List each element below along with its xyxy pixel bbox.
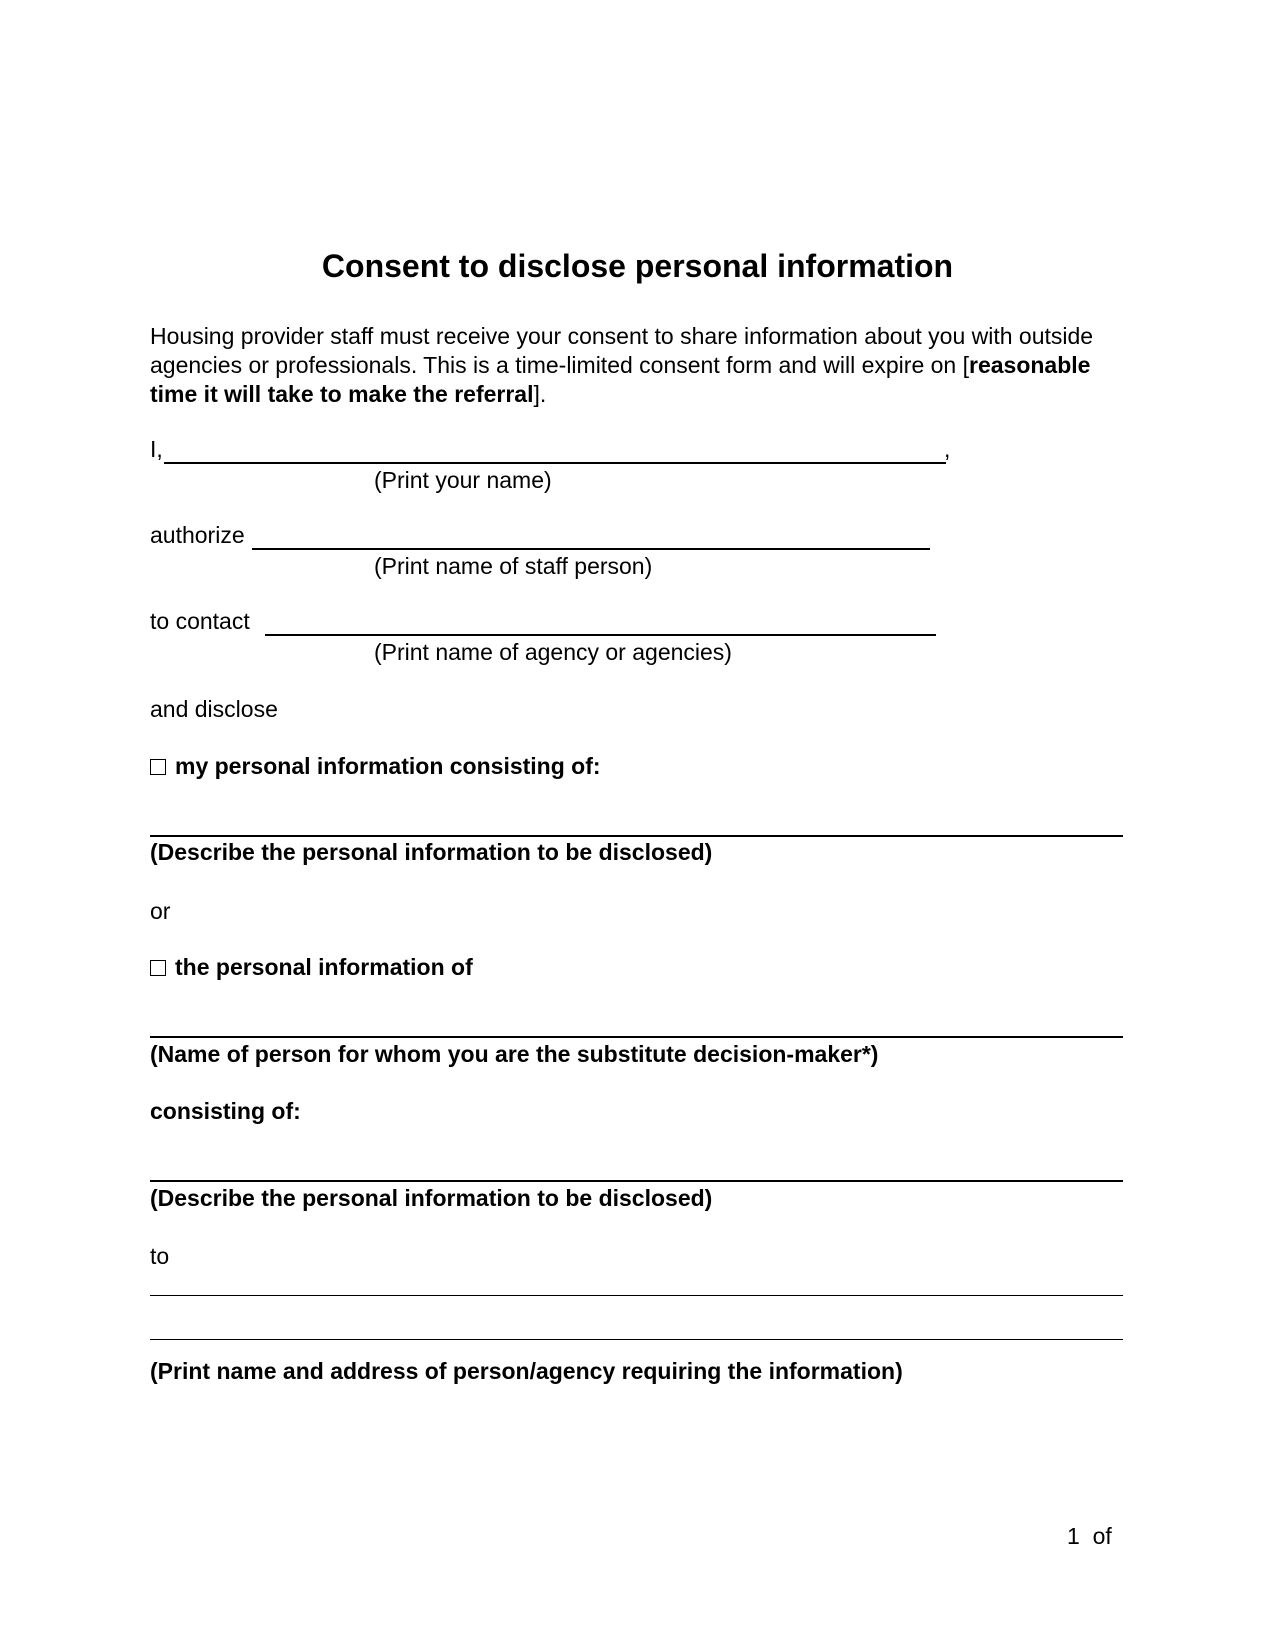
- to-contact-label: to contact: [150, 608, 250, 634]
- recipient-hint: (Print name and address of person/agency requiring the information): [150, 1358, 903, 1384]
- document-title: Consent to disclose personal information: [321, 248, 954, 284]
- consisting-of-label: consisting of:: [150, 1098, 301, 1124]
- print-name-hint: (Print your name): [374, 467, 552, 493]
- other-info-description-line[interactable]: [150, 1180, 1123, 1182]
- other-person-checkbox[interactable]: [150, 960, 166, 976]
- page-number-value: 1: [1067, 1523, 1080, 1549]
- agency-name-hint: (Print name of agency or agencies): [374, 639, 732, 665]
- page-number: [1067, 1522, 1112, 1550]
- staff-name-hint: (Print name of staff person): [374, 553, 653, 579]
- own-info-label: my personal information consisting of:: [175, 753, 601, 779]
- substitute-person-hint: (Name of person for whom you are the substitute decision-maker*): [150, 1041, 879, 1067]
- authorize-label: authorize: [150, 522, 245, 548]
- intro-bold-text: reasonable time it will take to make the referral: [150, 352, 1091, 407]
- option-own-info: [150, 752, 601, 780]
- intro-paragraph: [150, 322, 1130, 409]
- own-info-description-hint: (Describe the personal information to be disclosed): [150, 839, 713, 865]
- intro-text: Housing provider staff must receive your consent to share information about you with outside agencies or professionals. This is a time-limited consent form and will expire on [: [150, 323, 1094, 378]
- name-field-line[interactable]: [164, 462, 946, 464]
- i-comma: ,: [944, 436, 951, 462]
- own-info-description-line[interactable]: [150, 835, 1123, 837]
- agency-name-field-line[interactable]: [265, 634, 936, 636]
- and-disclose-label: and disclose: [150, 696, 278, 722]
- staff-name-field-line[interactable]: [252, 548, 930, 550]
- own-info-checkbox[interactable]: [150, 759, 166, 775]
- intro-text-end: ].: [533, 381, 547, 407]
- other-person-label: the personal information of: [175, 954, 473, 980]
- to-label: to: [150, 1243, 170, 1269]
- recipient-line-1[interactable]: [150, 1295, 1123, 1296]
- or-label: or: [150, 898, 171, 924]
- other-info-description-hint: (Describe the personal information to be disclosed): [150, 1185, 713, 1211]
- recipient-line-2[interactable]: [150, 1339, 1123, 1340]
- i-label: I,: [150, 436, 163, 462]
- substitute-person-name-line[interactable]: [150, 1036, 1123, 1038]
- page-of-label: of: [1092, 1523, 1112, 1549]
- option-other-person-info: [150, 953, 473, 981]
